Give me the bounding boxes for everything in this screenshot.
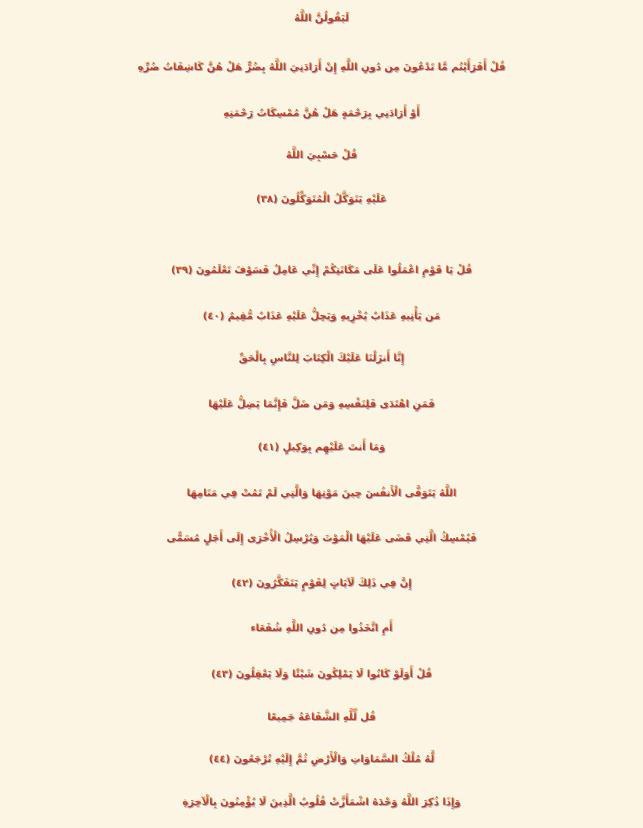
verse-line-6: قُلْ يَا قَوْمِ اعْمَلُوا عَلَى مَكَانَتِكُمْ إِنِّي عَامِلٌ فَسَوْفَ تَعْلَمُونَ (٣٩) <box>0 256 643 286</box>
verse-line-16: قُل لِّلَّهِ الشَّفَاعَةُ جَمِيعًا <box>0 703 643 733</box>
verse-line-4: قُلْ حَسْبِيَ اللَّهُ <box>0 141 643 171</box>
verse-line-7: مَن يَأْتِيهِ عَذَابٌ يُخْزِيهِ وَيَحِلُّ عَلَيْهِ عَذَابٌ مُّقِيمٌ (٤٠) <box>0 302 643 332</box>
verse-line-15: قُلْ أَوَلَوْ كَانُوا لَا يَمْلِكُونَ شَيْئًا وَلَا يَعْقِلُونَ (٤٣) <box>0 660 643 690</box>
verse-line-14: أَمِ اتَّخَذُوا مِن دُونِ اللَّهِ شُفَعَاء <box>0 614 643 644</box>
verse-line-11: اللَّهُ يَتَوَفَّى الْأَنفُسَ حِينَ مَوْتِهَا وَالَّتِي لَمْ تَمُتْ فِي مَنَامِهَا <box>0 479 643 509</box>
verse-line-17: لَّهُ مُلْكُ السَّمَاوَاتِ وَالْأَرْضِ ثُمَّ إِلَيْهِ تُرْجَعُونَ (٤٤) <box>0 745 643 775</box>
verse-line-2: قُلْ أَفَرَأَيْتُم مَّا تَدْعُونَ مِن دُونِ اللَّهِ إِنْ أَرَادَنِيَ اللَّهُ بِضُرٍّ هَلْ هُنَّ كَاشِفَاتُ ضُرِّهِ <box>0 53 643 83</box>
verse-line-5: عَلَيْهِ يَتَوَكَّلُ الْمُتَوَكِّلُونَ (٣٨) <box>0 185 643 215</box>
verse-line-18: وَإِذَا ذُكِرَ اللَّهُ وَحْدَهُ اشْمَأَزَّتْ قُلُوبُ الَّذِينَ لَا يُؤْمِنُونَ بِالْآخِرَةِ <box>0 788 643 818</box>
verse-line-1: لَيَقُولُنَّ اللَّهُ <box>0 4 643 34</box>
verse-line-8: إِنَّا أَنزَلْنَا عَلَيْكَ الْكِتَابَ لِلنَّاسِ بِالْحَقِّ <box>0 344 643 374</box>
verse-line-10: وَمَا أَنتَ عَلَيْهِم بِوَكِيلٍ (٤١) <box>0 433 643 463</box>
verse-line-9: فَمَنِ اهْتَدَى فَلِنَفْسِهِ وَمَن ضَلَّ فَإِنَّمَا يَضِلُّ عَلَيْهَا <box>0 390 643 420</box>
verse-line-13: إِنَّ فِي ذَلِكَ لَآيَاتٍ لِقَوْمٍ يَتَفَكَّرُونَ (٤٢) <box>0 569 643 599</box>
verse-line-3: أَوْ أَرَادَنِي بِرَحْمَةٍ هَلْ هُنَّ مُمْسِكَاتُ رَحْمَتِهِ <box>0 99 643 129</box>
verse-line-12: فَيُمْسِكُ الَّتِي قَضَى عَلَيْهَا الْمَوْتَ وَيُرْسِلُ الْأُخْرَى إِلَى أَجَلٍ مُسَمًّى <box>0 524 643 554</box>
